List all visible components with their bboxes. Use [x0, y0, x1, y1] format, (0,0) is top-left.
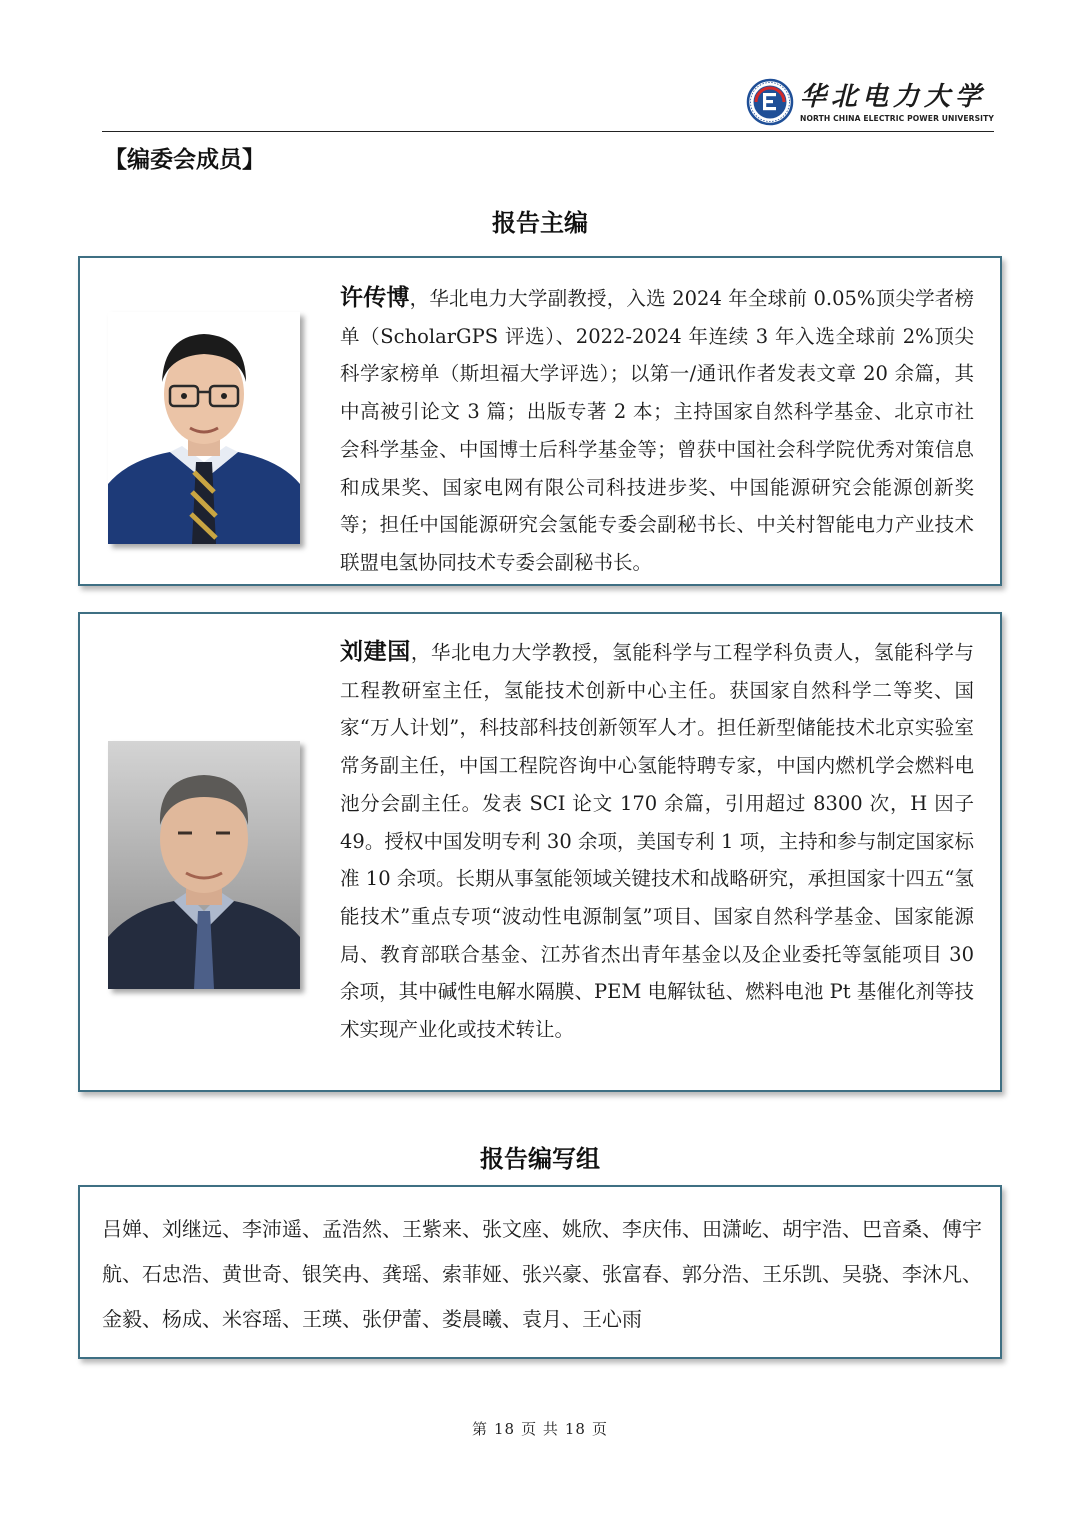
portrait-man-suit-icon — [108, 741, 300, 989]
editor-bio — [340, 634, 974, 1049]
editor-card — [78, 612, 1002, 1092]
total-pages: 18 — [564, 1420, 586, 1438]
editor-bio-text: ，华北电力大学副教授，入选 2024 年全球前 0.05%顶尖学者榜单（ScholarGPS 评选）、2022-2024 年连续 3 年入选全球前 2%顶尖科学家榜单（斯坦福大学评选）；以第一/通讯作者发表文章 20 余篇，其中高被引论文 3 篇；出版专著 2 本；主持国家自然科学基金、北京市社会科学基金、中国博士后科学基金等；曾获中国社会科学院优秀对策信息和成果奖、国家电网有限公司科技进步奖、中国能源研究会能源创新奖等；担任中国能源研究会氢能专委会副秘书长、中关村智能电力产业技术联盟电氢协同技术专委会副秘书长。 — [340, 287, 974, 574]
page-number: 第 18 页 共 18 页 — [472, 1420, 608, 1438]
university-seal-icon — [746, 78, 794, 126]
editor-card — [78, 256, 1002, 586]
editor-name: 许传博 — [340, 285, 410, 311]
university-name-cn: 华北电力大学 — [800, 81, 987, 112]
portrait-photo — [108, 741, 300, 989]
writing-group-card — [78, 1185, 1002, 1359]
page-header — [102, 76, 994, 132]
university-name-en: NORTH CHINA ELECTRIC POWER UNIVERSITY — [800, 113, 994, 123]
editor-name: 刘建国 — [340, 639, 411, 665]
editor-bio — [340, 280, 974, 582]
portrait-man-glasses-icon — [108, 312, 300, 544]
section-label: 【编委会成员】 — [104, 147, 265, 173]
current-page: 18 — [494, 1420, 516, 1438]
editor-bio-text: ，华北电力大学教授，氢能科学与工程学科负责人，氢能科学与工程教研室主任，氢能技术创新中心主任。获国家自然科学二等奖、国家“万人计划”，科技部科技创新领军人才。担任新型储能技术北京实验室常务副主任，中国工程院咨询中心氢能特聘专家，中国内燃机学会燃料电池分会副主任。发表 SCI 论文 170 余篇，引用超过 8300 次，H 因子 49。授权中国发明专利 30 余项，美国专利 1 项，主持和参与制定国家标准 10 余项。长期从事氢能领域关键技术和战略研究，承担国家十四五“氢能技术”重点专项“波动性电源制氢”项目、国家自然科学基金、国家能源局、教育部联合基金、江苏省杰出青年基金以及企业委托等氢能项目 30 余项，其中碱性电解水隔膜、PEM 电解钛毡、燃料电池 Pt 基催化剂等技术实现产业化或技术转让。 — [340, 641, 974, 1042]
chief-editors-heading: 报告主编 — [492, 209, 588, 237]
writing-group-members: 吕婵、刘继远、李沛遥、孟浩然、王紫来、张文座、姚欣、李庆伟、田潇屹、胡宇浩、巴音桑、傅宇航、石忠浩、黄世奇、银笑冉、龚瑶、索菲娅、张兴豪、张富春、郭分浩、王乐凯、吴骁、李沐凡、金毅、杨成、米容瑶、王瑛、张伊蕾、娄晨曦、袁月、王心雨 — [102, 1217, 982, 1331]
writing-group-heading: 报告编写组 — [480, 1145, 600, 1173]
portrait-photo — [108, 312, 300, 544]
university-logo — [746, 78, 994, 126]
header-divider — [102, 131, 994, 132]
